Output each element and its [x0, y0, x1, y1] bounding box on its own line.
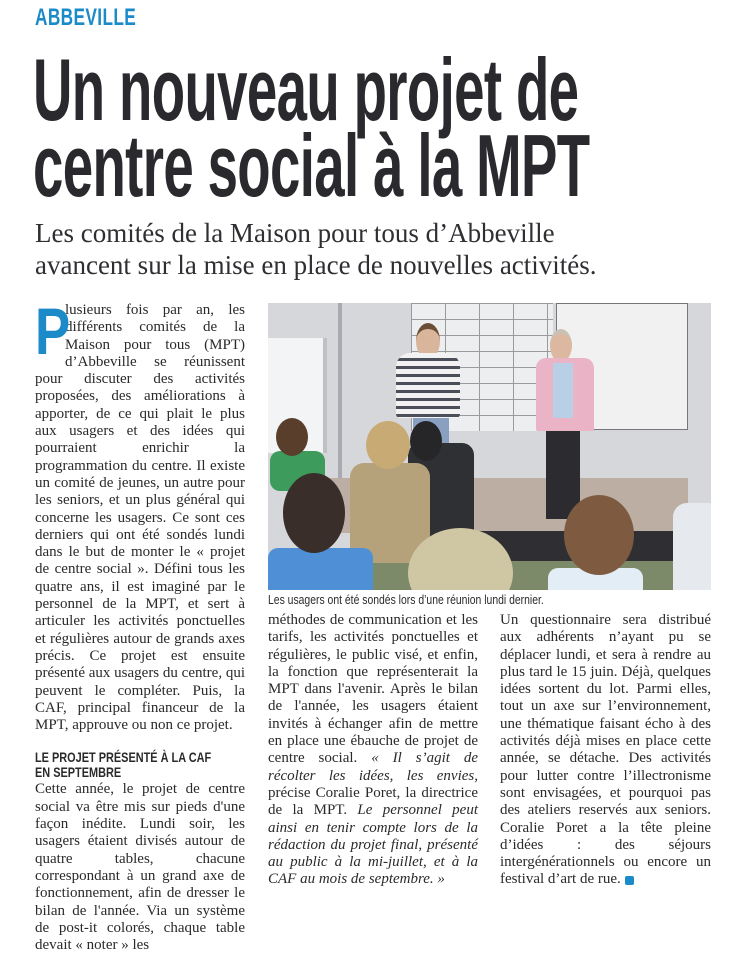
article-column-3: [500, 612, 711, 889]
paragraph-3-text: méthodes de communication et les tarifs, les activités ponctuelles et régulières, le public visé, et enfin, la fonction que représenterait la MPT dans l'avenir. Après le bilan de l'année, les usagers étaient invités à échanger afin de mettre en place une ébauche de projet de centre social.: [268, 612, 478, 767]
headline-line-2: centre social à la MPT: [33, 116, 590, 215]
paragraph-2: Cette année, le projet de centre social va être mis sur pieds d'une façon inédite. Lundi soir, les usagers étaient divisés autour de quatre tables, chacune correspondant à un grand axe de fonctionnement, afin de dresser le bilan de l'année. Via un système de post-it colorés, chaque table devait « noter » les: [35, 781, 245, 954]
photo-caption: Les usagers ont été sondés lors d’une réunion lundi dernier.: [268, 592, 544, 607]
lead-line-2: avancent sur la mise en place de nouvelles activités.: [35, 250, 597, 280]
subheading-line-1: LE PROJET PRÉSENTÉ À LA CAF: [35, 749, 212, 766]
paragraph-4-text: Un questionnaire sera distribué aux adhérents n’ayant pu se déplacer lundi, et sera à rendre au plus tard le 15 juin. Déjà, quelques idées sortent du lot. Parmi elles, tout un axe sur l’environnement, une thématique faisant écho à des activités déjà mises en place cette année, se détache. Des activités pour lutter contre l’illectronisme sont envisagées, et pourquoi pas des ateliers reservés aux seniors. Coralie Poret a la tête pleine d’idées : des séjours intergénérationnels ou encore un festival d’art de rue.: [500, 612, 711, 888]
article-photo: [268, 303, 711, 590]
paragraph-intro: lusieurs fois par an, les différents comités de la Maison pour tous (MPT) d’Abbeville se réunissent pour discuter des activités proposées, des améliorations à apporter, de ce qui plait le plus aux usagers et des idées qui pourraient enrichir la programmation du centre. Il existe un comité de jeunes, un autre pour les seniors, et un plus général qui concerne les usagers. Ce sont ces derniers qui ont été sondés lundi dans le but de monter le « projet de centre social ». Défini tous les quatre ans, il est imaginé par le personnel de la MPT, et sert à articuler les activités ponctuelles et régulières autour de grands axes précis. Ce projet est ensuite présenté aux usagers du centre, qui peuvent le compléter. Puis, la CAF, principal financeur de la MPT, approuve ou non ce projet.: [35, 302, 245, 734]
quote-part-1: « Il s’agit de récolter les idées, les envies,: [268, 750, 479, 784]
subheading-line-2: EN SEPTEMBRE: [35, 764, 122, 781]
paragraph-4: [500, 612, 711, 889]
quote-part-2: Le personnel peut ainsi en tenir compte lors de la rédaction du projet final, présenté au public à la mi-juillet, et à la CAF au mois de septembre. »: [268, 802, 479, 888]
lead-line-1: Les comités de la Maison pour tous d’Abbeville: [35, 218, 555, 248]
drop-cap: P: [35, 294, 71, 368]
section-kicker: ABBEVILLE: [35, 4, 137, 31]
headline-line-1: Un nouveau projet de: [33, 40, 579, 139]
article-column-1: [35, 294, 245, 954]
paragraph-3: [268, 612, 478, 889]
end-mark-icon: [625, 876, 634, 885]
quote-attribution: précise Coralie Poret, la directrice de la MPT.: [268, 784, 478, 819]
article-column-2: [268, 612, 478, 889]
subheading: [35, 749, 212, 781]
